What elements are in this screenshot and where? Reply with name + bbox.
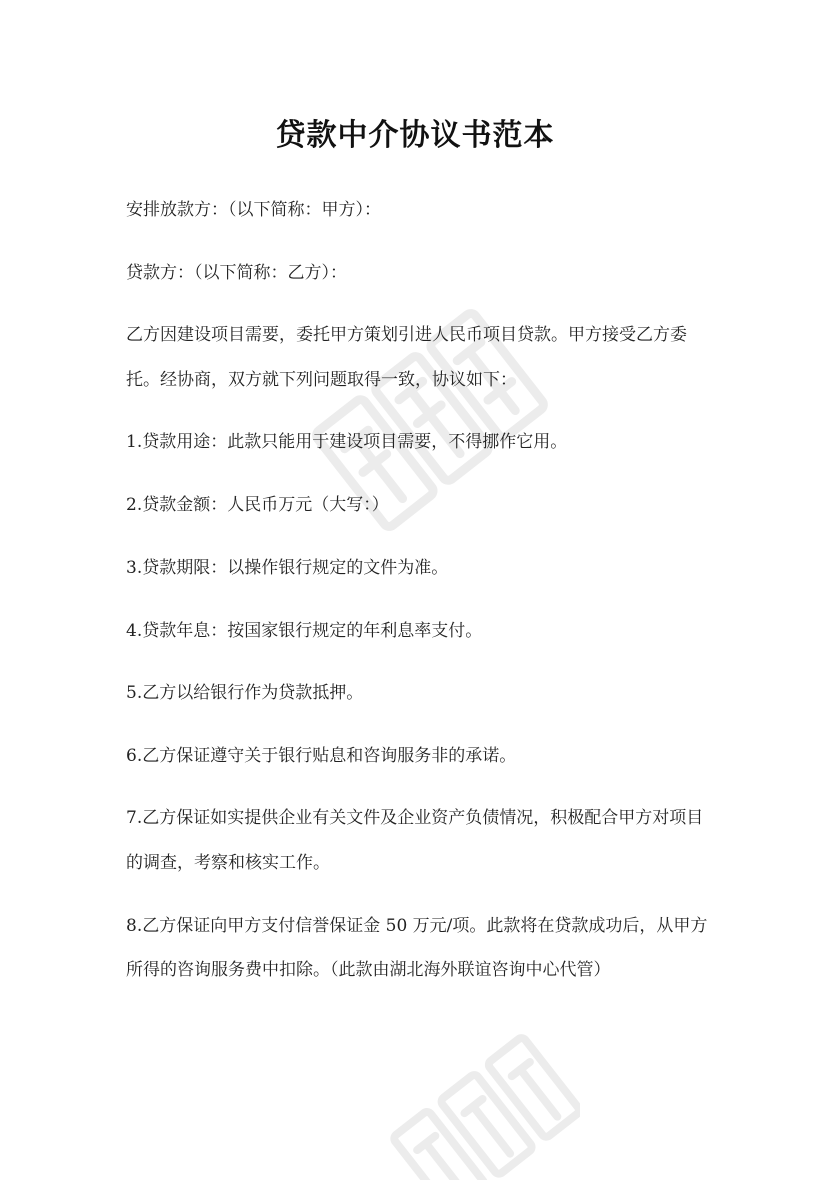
clause-6: 6.乙方保证遵守关于银行贴息和咨询服务非的承诺。: [126, 746, 517, 766]
paragraph-intro-line-2: 托。经协商，双方就下列问题取得一致，协议如下：: [126, 370, 517, 390]
clause-7-line-2: 的调查，考察和核实工作。: [126, 853, 330, 873]
clause-8-line-1: 8.乙方保证向甲方支付信誉保证金 50 万元/项。此款将在贷款成功后，从甲方: [126, 916, 708, 936]
clause-3: 3.贷款期限：以操作银行规定的文件为准。: [126, 558, 449, 578]
clause-7-line-1: 7.乙方保证如实提供企业有关文件及企业资产负债情况，积极配合甲方对项目: [126, 808, 704, 828]
clause-4: 4.贷款年息：按国家银行规定的年利息率支付。: [126, 621, 483, 641]
paragraph-lender: 安排放款方：（以下简称：甲方）：: [126, 200, 381, 220]
paragraph-intro-line-1: 乙方因建设项目需要，委托甲方策划引进人民币项目贷款。甲方接受乙方委: [126, 325, 687, 345]
clause-2: 2.贷款金额：人民币万元（大写：）: [126, 495, 389, 515]
clause-1: 1.贷款用途：此款只能用于建设项目需要，不得挪作它用。: [126, 432, 568, 452]
watermark-logo-bottom-icon: [380, 1020, 580, 1180]
paragraph-borrower: 贷款方：（以下简称：乙方）：: [126, 263, 347, 283]
clause-8-line-2: 所得的咨询服务费中扣除。（此款由湖北海外联谊咨询中心代管）: [126, 960, 611, 980]
page-title: 贷款中介协议书范本: [275, 118, 555, 153]
clause-5: 5.乙方以给银行作为贷款抵押。: [126, 683, 364, 703]
